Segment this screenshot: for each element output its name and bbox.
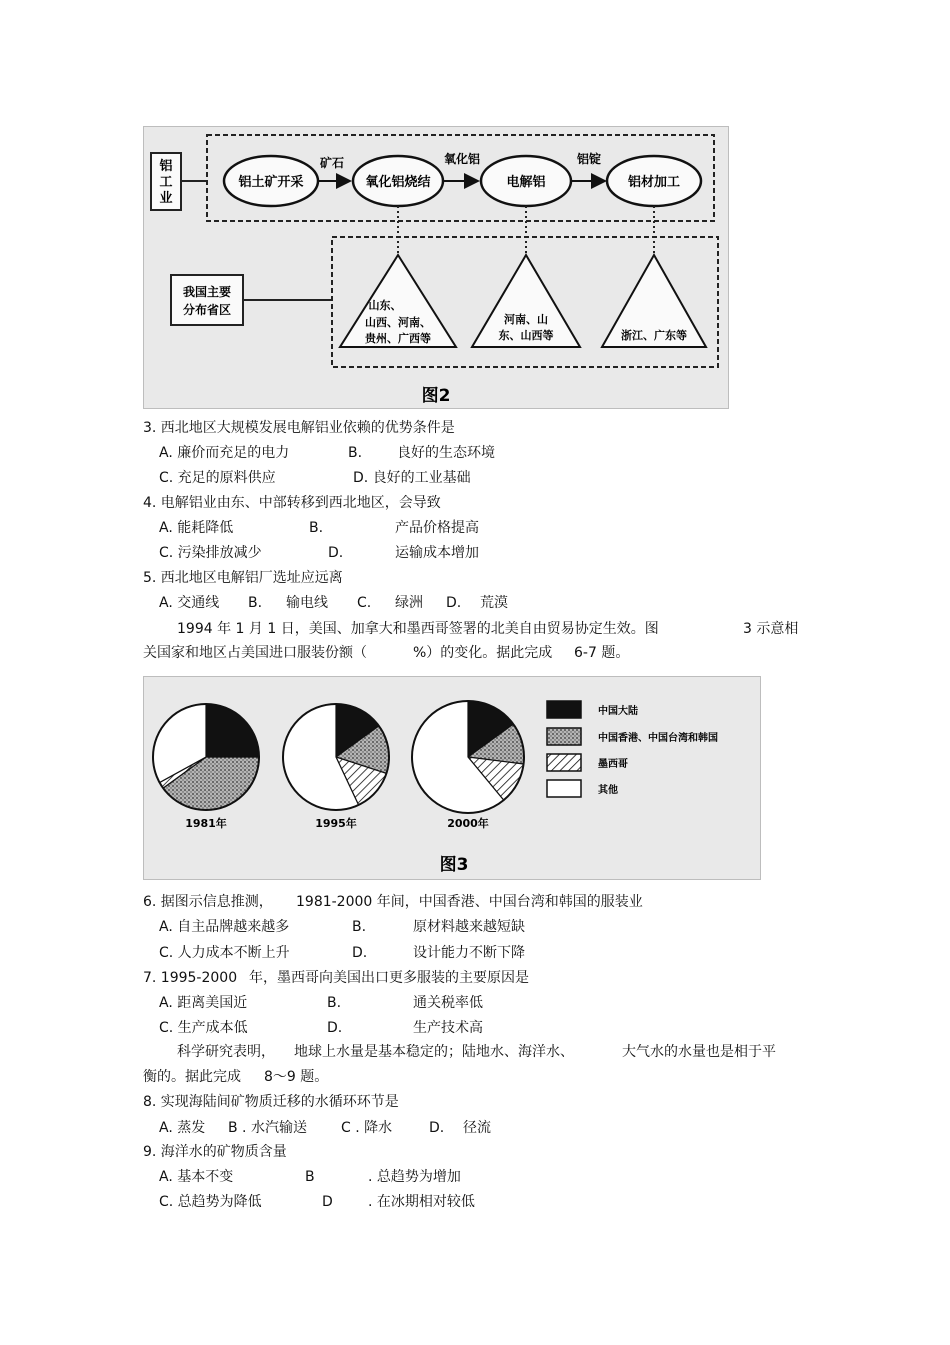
- q3-option-b-letter: B.: [348, 445, 363, 461]
- legend-swatch-other: [547, 780, 581, 797]
- q4-option-d-letter: D.: [328, 545, 344, 561]
- q8-option-a: A. 蒸发: [159, 1120, 206, 1136]
- q5-option-b: 输电线: [286, 595, 328, 611]
- figure-3-pie-charts: [143, 676, 761, 880]
- q9-stem: 9. 海洋水的矿物质含量: [143, 1144, 287, 1160]
- side-label-char-3: 业: [159, 191, 173, 206]
- year-label-2000: 2000年: [447, 817, 489, 830]
- legend-swatch-mexico: [547, 754, 581, 771]
- arrow-label-ore: 矿石: [319, 156, 345, 170]
- figure-2-svg: [144, 127, 728, 408]
- q9-option-b: . 总趋势为增加: [368, 1169, 461, 1185]
- q8-option-d: 径流: [463, 1120, 491, 1136]
- intro2-line2a: 关国家和地区占美国进口服装份额（: [143, 645, 367, 661]
- year-label-1981: 1981年: [185, 817, 227, 830]
- region-2-line2: 东、山西等: [498, 329, 554, 342]
- intro3-line1a: 科学研究表明，: [177, 1044, 275, 1060]
- q9-option-d: . 在冰期相对较低: [368, 1194, 475, 1210]
- q6-option-b: 原材料越来越短缺: [413, 919, 525, 935]
- provinces-label-line2: 分布省区: [182, 303, 232, 317]
- q9-option-a: A. 基本不变: [159, 1169, 234, 1185]
- intro2-line2c: 6-7 题。: [574, 645, 630, 661]
- q5-option-c-letter: C.: [357, 595, 372, 611]
- q7-option-d-letter: D.: [327, 1020, 343, 1036]
- region-1-line1: 山东、: [368, 299, 402, 312]
- intro3-line1b: 地球上水量是基本稳定的；陆地水、海洋水、: [294, 1044, 574, 1060]
- legend-label-mainland: 中国大陆: [598, 706, 638, 717]
- intro3-line2b: 8～9 题。: [264, 1069, 329, 1085]
- node-label-3: 电解铝: [506, 175, 546, 190]
- q7-option-b: 通关税率低: [413, 995, 483, 1011]
- node-label-2: 氧化铝烧结: [365, 175, 431, 190]
- node-label-1: 铝土矿开采: [238, 175, 304, 190]
- q5-stem: 5. 西北地区电解铝厂选址应远离: [143, 570, 343, 586]
- q7-option-d: 生产技术高: [413, 1020, 483, 1036]
- q3-option-c: C. 充足的原料供应: [159, 470, 276, 486]
- q4-stem: 4. 电解铝业由东、中部转移到西北地区，会导致: [143, 495, 441, 511]
- provinces-label-box: [171, 275, 243, 325]
- intro2-line1a: 1994 年 1 月 1 日，美国、加拿大和墨西哥签署的北美自由贸易协定生效。图: [177, 621, 659, 637]
- q6-option-b-letter: B.: [352, 919, 367, 935]
- q4-option-b: 产品价格提高: [395, 520, 479, 536]
- region-2-line1: 河南、山: [504, 313, 548, 326]
- q6-stem-b: 1981-2000 年间，中国香港、中国台湾和韩国的服装业: [296, 894, 643, 910]
- q3-option-b: 良好的生态环境: [397, 445, 495, 461]
- legend-label-other: 其他: [598, 785, 618, 796]
- q9-option-c: C. 总趋势为降低: [159, 1194, 262, 1210]
- q6-option-d: 设计能力不断下降: [413, 945, 525, 961]
- q8-option-c: C . 降水: [341, 1120, 393, 1136]
- q9-option-b-letter: B: [305, 1169, 315, 1185]
- arrow-label-ingot: 铝锭: [576, 152, 602, 166]
- q8-option-d-letter: D.: [429, 1120, 445, 1136]
- figure-2-caption: 图2: [421, 386, 451, 406]
- region-1-line2: 山西、河南、: [365, 316, 431, 329]
- figure-3-caption: 图3: [439, 855, 469, 875]
- q6-stem-a: 6. 据图示信息推测，: [143, 894, 273, 910]
- side-label-char-1: 铝: [159, 159, 173, 174]
- q4-option-d: 运输成本增加: [395, 545, 479, 561]
- q3-option-d: D. 良好的工业基础: [353, 470, 471, 486]
- q6-option-c: C. 人力成本不断上升: [159, 945, 290, 961]
- q3-stem: 3. 西北地区大规模发展电解铝业依赖的优势条件是: [143, 420, 455, 436]
- q4-option-a: A. 能耗降低: [159, 520, 234, 536]
- q8-option-b: B . 水汽输送: [228, 1120, 307, 1136]
- intro3-line2a: 衡的。据此完成: [143, 1069, 241, 1085]
- q5-option-b-letter: B.: [248, 595, 263, 611]
- q4-option-c: C. 污染排放减少: [159, 545, 262, 561]
- intro2-line2b: %）的变化。据此完成: [413, 645, 553, 661]
- legend-swatch-mainland: [547, 701, 581, 718]
- q3-option-a: A. 廉价而充足的电力: [159, 445, 290, 461]
- arrow-label-alumina: 氧化铝: [443, 152, 481, 166]
- node-label-4: 铝材加工: [627, 175, 681, 190]
- q5-option-d: 荒漠: [480, 595, 508, 611]
- q7-stem-b: 年，墨西哥向美国出口更多服装的主要原因是: [249, 970, 529, 986]
- q9-option-d-letter: D: [322, 1194, 333, 1210]
- q4-option-b-letter: B.: [309, 520, 324, 536]
- q7-option-a: A. 距离美国近: [159, 995, 248, 1011]
- q6-option-d-letter: D.: [352, 945, 368, 961]
- region-1-line3: 贵州、广西等: [365, 332, 431, 345]
- legend-swatch-hk-tw-kr: [547, 728, 581, 745]
- provinces-label-line1: 我国主要: [182, 285, 232, 299]
- q8-stem: 8. 实现海陆间矿物质迁移的水循环环节是: [143, 1094, 399, 1110]
- intro3-line1c: 大气水的水量也是相于平: [622, 1044, 776, 1060]
- figure-2-aluminum-flowchart: [143, 126, 729, 409]
- q7-option-b-letter: B.: [327, 995, 342, 1011]
- region-3-line1: 浙江、广东等: [621, 329, 687, 342]
- side-label-char-2: 工: [159, 175, 173, 190]
- q7-option-c: C. 生产成本低: [159, 1020, 248, 1036]
- q5-option-d-letter: D.: [446, 595, 462, 611]
- q5-option-a: A. 交通线: [159, 595, 220, 611]
- q6-option-a: A. 自主品牌越来越多: [159, 919, 290, 935]
- legend-label-mexico: 墨西哥: [598, 759, 628, 770]
- q7-stem-a: 7. 1995-2000: [143, 970, 238, 986]
- intro2-line1b: 3 示意相: [743, 621, 799, 637]
- legend-label-hk-tw-kr: 中国香港、中国台湾和韩国: [598, 733, 718, 744]
- figure-3-svg: [144, 677, 760, 879]
- year-label-1995: 1995年: [315, 817, 357, 830]
- q5-option-c: 绿洲: [395, 595, 423, 611]
